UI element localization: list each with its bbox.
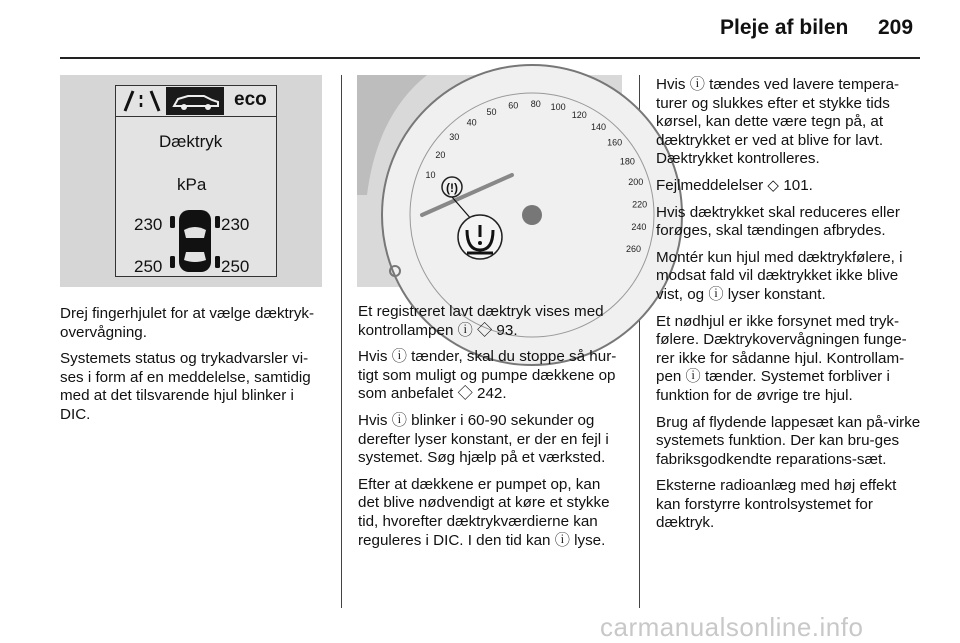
speed-scale-label: 50 xyxy=(486,106,497,117)
car-top-view-icon xyxy=(168,208,222,274)
speed-scale-label: 240 xyxy=(631,222,647,232)
dic-top-bar xyxy=(116,86,276,117)
speed-scale-label: 20 xyxy=(435,149,446,160)
column-1 xyxy=(60,305,324,433)
page-number: 209 xyxy=(878,16,914,39)
dic-tire-pressure-figure xyxy=(60,75,322,287)
paragraph: Hvis ⓘ blinker i 60-90 sekunder og derefter lyser konstant, er der en fejl i systemet. Søg hjælp på et værksted. xyxy=(358,411,609,467)
column-3 xyxy=(656,76,924,541)
dic-screen xyxy=(115,85,277,277)
dic-heading: Dæktryk xyxy=(159,132,223,151)
paragraph: Fejlmeddelelser ◇ 101. xyxy=(656,176,813,194)
dic-front-left-value: 230 xyxy=(134,215,163,234)
speed-scale-label: 140 xyxy=(590,121,607,132)
dic-car-tab xyxy=(166,87,224,115)
paragraph: Efter at dækkene er pumpet op, kan det blive nødvendigt at køre et stykke tid, hvorefter dæktrykværdierne kan reguleres i DIC. I den tid kan ⓘ lyse. xyxy=(358,475,610,549)
paragraph: Et registreret lavt dæktryk vises med kontrollampen ⓘ ◇ 93. xyxy=(358,303,604,339)
paragraph: Systemets status og trykadvarsler vi-ses i form af en meddelelse, samtidig med at det tilsvarende hjul blinker i DIC. xyxy=(60,350,311,423)
speedometer-svg xyxy=(357,75,648,287)
speed-scale-label: 40 xyxy=(466,117,477,128)
speed-scale-label: 80 xyxy=(530,99,541,110)
speed-scale-label: 30 xyxy=(449,132,460,142)
column-divider-1 xyxy=(341,75,342,608)
column-2 xyxy=(358,303,624,558)
paragraph: Eksterne radioanlæg med høj effekt kan forstyrre kontrolsystemet for dæktryk. xyxy=(656,477,897,532)
speed-scale-label: 200 xyxy=(628,177,644,188)
speed-scale-label: 260 xyxy=(625,243,642,254)
speed-scale-label: 10 xyxy=(425,170,436,181)
dic-front-right-value: 230 xyxy=(221,215,250,234)
road-lane-icon xyxy=(119,87,165,115)
speedometer-figure xyxy=(357,75,648,287)
speed-scale-label: 60 xyxy=(508,100,519,111)
page-header-title: Pleje af bilen xyxy=(720,16,849,39)
paragraph: Drej fingerhjulet for at vælge dæktryk-overvågning. xyxy=(60,305,315,341)
footer-watermark: carmanualsonline.info xyxy=(600,612,864,642)
header-rule xyxy=(60,57,920,59)
speed-scale-label: 120 xyxy=(571,109,587,120)
paragraph: Hvis ⓘ tændes ved lavere tempera-turer og slukkes efter et stykke tids kørsel, kan dette være tegn på, at dæktrykket er ved at blive for lavt. Dæktrykket kontrolleres. xyxy=(656,76,900,168)
paragraph: Et nødhjul er ikke forsynet med tryk-følere. Dæktrykovervågningen funge-rer ikke for sådanne hjul. Kontrollam-pen ⓘ tænder. Systemet forbliver i funktion for de øvrige tre hjul. xyxy=(656,312,907,404)
paragraph: Hvis dæktrykket skal reduceres eller forøges, skal tændingen afbrydes. xyxy=(656,203,900,240)
speed-scale-label: 180 xyxy=(619,156,635,167)
dic-eco-label: eco xyxy=(234,89,267,110)
speed-scale-label: 220 xyxy=(632,199,648,210)
paragraph: Montér kun hjul med dæktrykfølere, i modsat fald vil dæktrykket ikke blive vist, og ⓘ lyser konstant. xyxy=(656,248,903,303)
svg-text:(!): (!) xyxy=(446,181,458,195)
dic-rear-left-value: 250 xyxy=(134,257,163,276)
dic-unit: kPa xyxy=(177,175,207,194)
car-side-icon xyxy=(166,87,224,115)
paragraph: Brug af flydende lappesæt kan på-virke systemets funktion. Der kan bru-ges fabriksgodkendte reparations-sæt. xyxy=(656,413,921,468)
speed-scale-label: 100 xyxy=(550,102,566,113)
dic-rear-right-value: 250 xyxy=(221,257,250,276)
paragraph: Hvis ⓘ tænder, skal du stoppe så hur-tigt som muligt og pumpe dækkene op som anbefalet ◇ 242. xyxy=(358,348,617,403)
speed-scale-label: 160 xyxy=(607,137,623,148)
